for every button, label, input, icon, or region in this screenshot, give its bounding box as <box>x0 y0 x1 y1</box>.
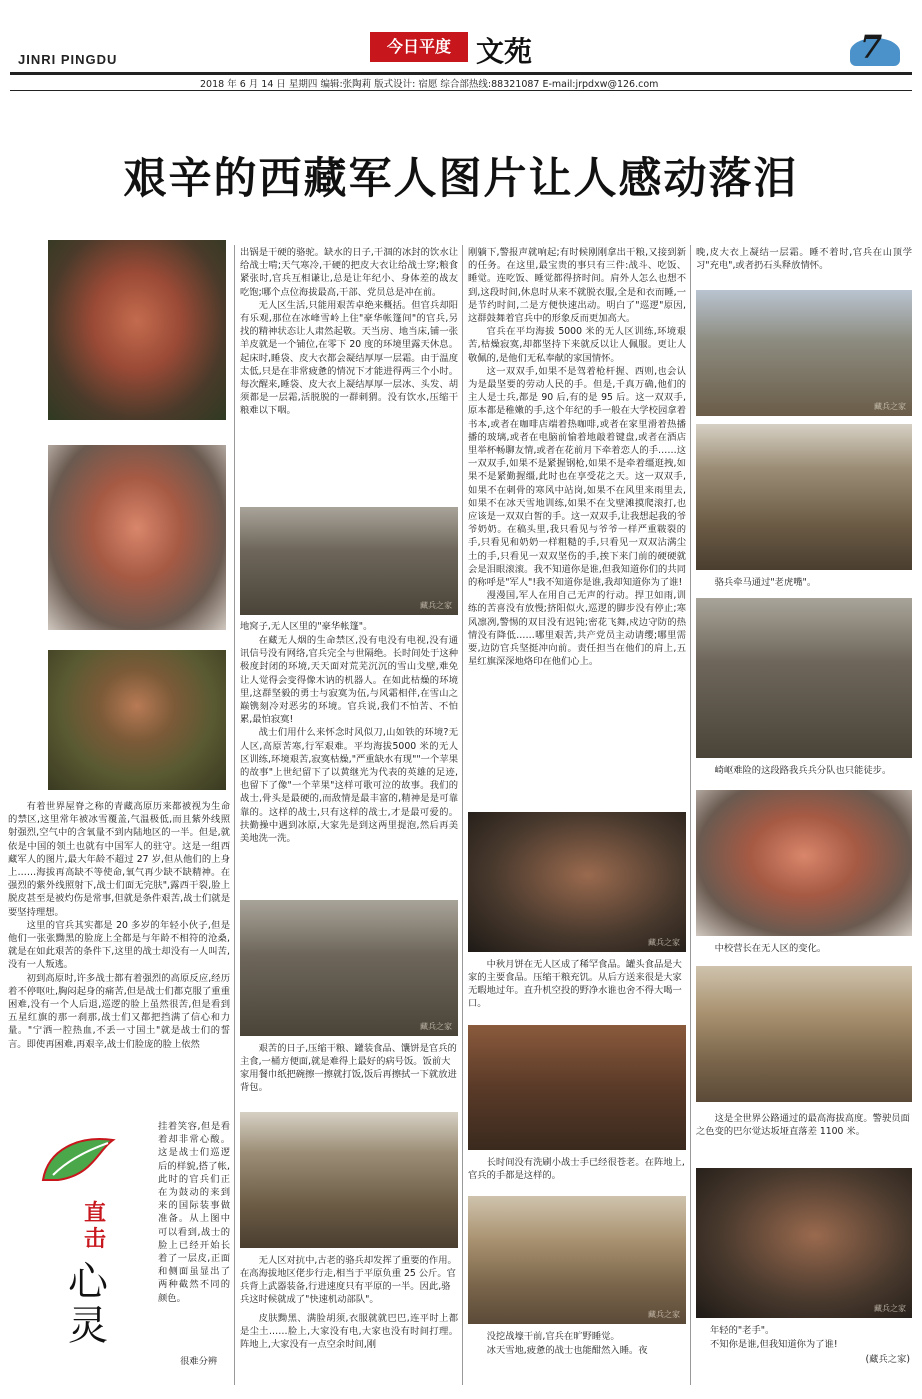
watermark: 藏兵之家 <box>420 1022 452 1031</box>
watermark: 藏兵之家 <box>874 402 906 411</box>
col1-paragraph: 有着世界屋脊之称的青藏高原历来都被视为生命的禁区,这里常年被冰雪覆盖,气温极低,而且紫外线照射强烈,空气中的含氧量不到内陆地区的一半。但是,就依是中国的领土也就有中国军人的驻守。这是一组西藏军人的图片,最大年龄不超过 27 岁,但从他们的上身上……海拔再高缺不等使命,氧气再少缺不缺精神。在强烈的紫外线照射下,战士们面无完肤",露西干裂,脸上脱皮甚至是被灼伤是常事,但就是条件艰苦,战士们就是要坚持理想。 <box>8 801 230 918</box>
caption-tent: 地窝子,无人区里的"豪华帐篷"。 <box>240 621 373 632</box>
col1-paragraph: 初到高原时,许多战士都有着强烈的高原反应,经历着不停呕吐,胸闷起身的痛苦,但是战士们都克服了重重困难,没有一个人后退,巡逻的脸上虽然很苦,但是看到五星红旗的那一刹那,战士们又都把挡满了信心和力量。"宁洒一腔热血,不丢一寸国土"就是战士们的誓言。即使再困难,再艰辛,战士们脸庞的脸上依然 <box>8 972 230 1050</box>
page-number: 7 <box>860 28 883 66</box>
caption-horse-patrol: 无人区对抗中,古老的骆兵却发挥了重要的作用。在高海拔地区佬步行走,相当于平原负重 25 公斤。官兵背上武器装备,行进速度只有平原的一半。因此,骆兵这时候就成了"快速机动部队"。 <box>240 1255 457 1305</box>
caption-hands: 长时间没有洗刷小战士手已经很苍老。在阵地上,官兵的手都是这样的。 <box>468 1157 685 1181</box>
headline: 艰辛的西藏军人图片让人感动落泪 <box>123 154 799 204</box>
col3-text <box>468 246 686 669</box>
col2-bottom-text <box>240 1312 458 1352</box>
photo-soldier-helmet <box>48 650 226 790</box>
col3-paragraph: 漫漫国,军人在用自己无声的行动。捍卫如雨,训练的苦喜没有放慢;挤阳似火,巡逻的脚步没有停止;寒风凛冽,警惕的双目没有迟钝;密花飞舞,戍边守防的热情没有降低……哪里艰苦,共产党员主动请缨;哪里需要,边防官兵坚挺冲向前。责任担当在他们的肩上,五星红旗深深地烙印在他们心上。 <box>468 590 686 668</box>
col1-narrow-paragraph: 挂着笑容,但是看着却非常心酸。这是战士们巡逻后的样貌,搭了帐,此时的官兵们正在为鼓动的来到来的国际装事做准备。从上图中可以看到,战士的脸上已经开始长着了一层皮,正面和侧面虽显出了两种截然不同的颜色。 <box>158 1121 230 1304</box>
watermark: 藏兵之家 <box>874 1304 906 1313</box>
masthead-pinyin: JINRI PINGDU <box>18 52 118 67</box>
xinling-text: 心灵 <box>68 1259 108 1349</box>
masthead-rule-thin <box>10 90 912 91</box>
photo-tent-dugout <box>240 507 458 615</box>
source-credit: (藏兵之家) <box>865 1354 910 1365</box>
caption-convoy: 崎岖难险的这段路我兵兵分队也只能徒步。 <box>714 765 892 776</box>
caption-sleeping: 没挖战壕干前,官兵在旷野睡觉。 <box>486 1331 620 1342</box>
column-rule <box>462 245 463 1385</box>
caption-end-line: 不知你是谁,但我知道你为了谁! <box>710 1339 838 1350</box>
col3-paragraph: 冰天雪地,疲惫的战士也能酣然入睡。夜 <box>486 1345 648 1356</box>
col2-paragraph: 战士们用什么来怀念时风似刀,山如铁的环境?无人区,高原苦寒,行军艰难。平均海拔5000 米的无人区训练,环境艰苦,寂寞枯燥,"严重缺水有现""一个苹果的故事"上世纪留下了以黄继光为代表的英雄的足迹,也留下了像"一个苹果"这样可歌可泣的故事。我们的战士,骨头是最硬的,而敌情是最丰富的,精神是是可靠靠的。这样的战士,只有这样的战士,才是最可爱的。扶勤操中遇到冰原,大家先是到这两里提泡,然后再美美地洗一洗。 <box>240 727 458 845</box>
column-rule <box>690 245 691 1385</box>
zhiji-xinling-logo <box>28 1120 140 1385</box>
col3-bottom-text <box>468 1344 686 1357</box>
leaf-icon <box>38 1130 118 1190</box>
issue-line: 2018 年 6 月 14 日 星期四 编辑:张陶莉 版式设计: 宿愿 综合部热线:88321087 E-mail:jrpdxw@126.com <box>200 79 659 90</box>
col2-paragraph: 在藏无人烟的生命禁区,没有电没有电视,没有通讯信号没有网络,官兵完全与世隔绝。长时间处于这种极度封闭的环境,天天面对荒芜沉沉的雪山戈壁,难免让人觉得会变得像木讷的机器人。在如此枯燥的环境里,这群坚毅的勇士与寂寞为伍,与风霜相伴,在雪山之巅镌刻冷对恶劣的环境。官兵说,我们不怕苦、不怕累,最怕寂寞! <box>240 635 458 726</box>
section-title: 文苑 <box>476 35 533 68</box>
col2-top-text <box>240 246 458 418</box>
photo-soldier-hands <box>468 1025 686 1150</box>
photo-officer-comparison <box>696 790 912 936</box>
col2-paragraph: 无人区生活,只能用艰苦卓绝来概括。但官兵却阳有乐观,那位在冰峰雪岭上住"豪华帐篷间"的官兵,另找的精神状态让人肃然起敬。天当房、地当床,铺一张羊皮就是一个铺位,在零下 20 度的环境里露天休息。起床时,睡袋、皮大衣都会凝结厚厚一层霜。由于温度太低,只是在非常疲惫的情况下才能进得两三个小时。每次醒来,睡袋、皮大衣上凝结厚厚一层冰、头发、胡须都是一层霜,活脱脱的一群刺猬。没有饮水,压缩干粮难以下咽。 <box>240 299 458 417</box>
col2-mid-text <box>240 634 458 845</box>
photo-soldiers-resting <box>240 900 458 1036</box>
caption-rest: 艰苦的日子,压缩干粮、罐装食品、馕饼是官兵的主食,一桶方便面,就是难得上最好的病号饭。饭前大家用餐巾纸把碗擦一擦就打饭,饭后再擦拭一下就放进背包。 <box>240 1043 457 1093</box>
zhiji-text: 直击 <box>84 1200 107 1252</box>
col4-top-text <box>696 246 912 272</box>
watermark: 藏兵之家 <box>420 601 452 610</box>
col2-paragraph: 出锅是干硬的骆驼。缺水的日子,干涸的冰封的饮水让给战士啃;天气寒冷,干硬的把皮大衣让给战士穿;粮食紧张时,官兵互相谦让,总是让年纪小、身体差的战友吃饱;哪个点位海拔最高,干部、党员总是冲在前。 <box>240 247 458 298</box>
photo-horse-patrol <box>240 1112 458 1248</box>
photo-highest-road <box>696 966 912 1102</box>
col2-paragraph: 皮肤黝黑、满脸胡须,衣服就就巴巴,连平时上都是尘土……脸上,大家没有电,大家也没有时间打理。阵地上,大家没有一点空余时间,刚 <box>240 1313 458 1351</box>
col1-text <box>8 800 230 1051</box>
col3-paragraph: 刚躺下,警报声就响起;有时候刚刚拿出干粮,又接到新的任务。在这里,最宝贵的事只有三件:战斗、吃饭、睡觉。连吃饭、睡觉都得挤时间。肩外人怎么也想不到,这段时间,休息时从来不就脱衣服,全是和衣而睡,一是节约时间,二是方便快速出动。明白了"巡逻"原因,这群鼓舞着官兵中的形象反而更加高大。 <box>468 247 686 325</box>
column-rule <box>234 245 235 1385</box>
photo-horse-tiger-mouth <box>696 424 912 570</box>
col1-end: 很难分辨 <box>180 1356 218 1367</box>
col4-paragraph: 晚,皮大衣上凝结一层霜。睡不着时,官兵在山顶学习"充电",或者扔石头释放情怀。 <box>696 247 912 272</box>
caption-officer: 中校营长在无人区的变化。 <box>714 943 827 954</box>
caption-tiger-mouth: 骆兵牵马通过"老虎嘴"。 <box>714 577 817 588</box>
caption-highest-road: 这是全世界公路通过的最高海拔高度。警驶员面之色变的巴尔觉达坂垭直落差 1100 米。 <box>696 1113 910 1137</box>
newspaper-logo: 今日平度 <box>370 32 468 62</box>
photo-soldiers-resting-mountain <box>696 290 912 416</box>
photo-soldier-eating <box>468 812 686 952</box>
watermark: 藏兵之家 <box>648 1310 680 1319</box>
col3-paragraph: 这一双双手,如果不是驾着枪杆握、西则,也会认为是最坚要的劳动人民的手。但是,千真万确,他们的主人是士兵,都是 90 后,有的是 95 后。这一双双手,原本都是稚嫩的手,这个年纪的手一般在大学校园拿着书本,或者在咖啡店端着热咖啡,或者在家里滑着热播播的玻璃,或者在电脑前愉着地敲着键盘,或者在酒店里举杯畅聊友情,或者在花前月下牵着恋人的手……这一双双手,如果不是紧握钢枪,如果不是牵着缰逛拽,如果不是紧勤握缰,此时也在享受花之天。这一双双手,如果不在刺骨的寒风中站岗,如果不在风里来雨里去,如果不在冰天雪地训练,如果不在戈壁滩摸爬滚打,也应该是一双双白皙的手。这一双双手,让我想起我的爷爷奶奶。在稿头里,我只看见与爷爷一样严重皲裂的手,只看见和奶奶一样粗糙的手,只看见一双双沾满尘土的手,只看见一双双坚伤的手,挨下来门前的硬硬就会是泪眼滚滚。我不知道你是谁,但我知道你们的共同的称呼是"军人"!我不知道你是谁,我却知道你为了谁! <box>468 365 686 589</box>
photo-soldier-phone <box>696 1168 912 1318</box>
col1-paragraph: 这里的官兵其实都是 20 多岁的年轻小伙子,但是他们一张张黝黑的脸庞上全都是与年龄不相符的沧桑,就是在如此艰苦的条件下,这里的战士却没有一人叫苦,没有一人叛逃。 <box>8 919 230 971</box>
caption-phone: 年轻的"老手"。 <box>710 1325 775 1336</box>
watermark: 藏兵之家 <box>648 938 680 947</box>
masthead-rule <box>10 72 912 75</box>
photo-convoy-walk <box>696 598 912 758</box>
photo-soldier-face-1 <box>48 240 226 420</box>
col1-narrow-text <box>158 1120 230 1305</box>
photo-sleeping-field <box>468 1196 686 1324</box>
caption-mooncake: 中秋月饼在无人区成了稀罕食品。罐头食品是大家的主要食品。压缩干粮充饥。从后方送来很是大家无暇地过年。直升机空投的野净水谁也舍不得大喝一口。 <box>468 959 682 1009</box>
photo-soldier-face-2 <box>48 445 226 630</box>
col3-paragraph: 官兵在平均海拔 5000 米的无人区训练,环境艰苦,枯燥寂寞,却都坚持下来就反以让人佩服。更让人敬佩的,是他们无私奉献的家国情怀。 <box>468 326 686 364</box>
